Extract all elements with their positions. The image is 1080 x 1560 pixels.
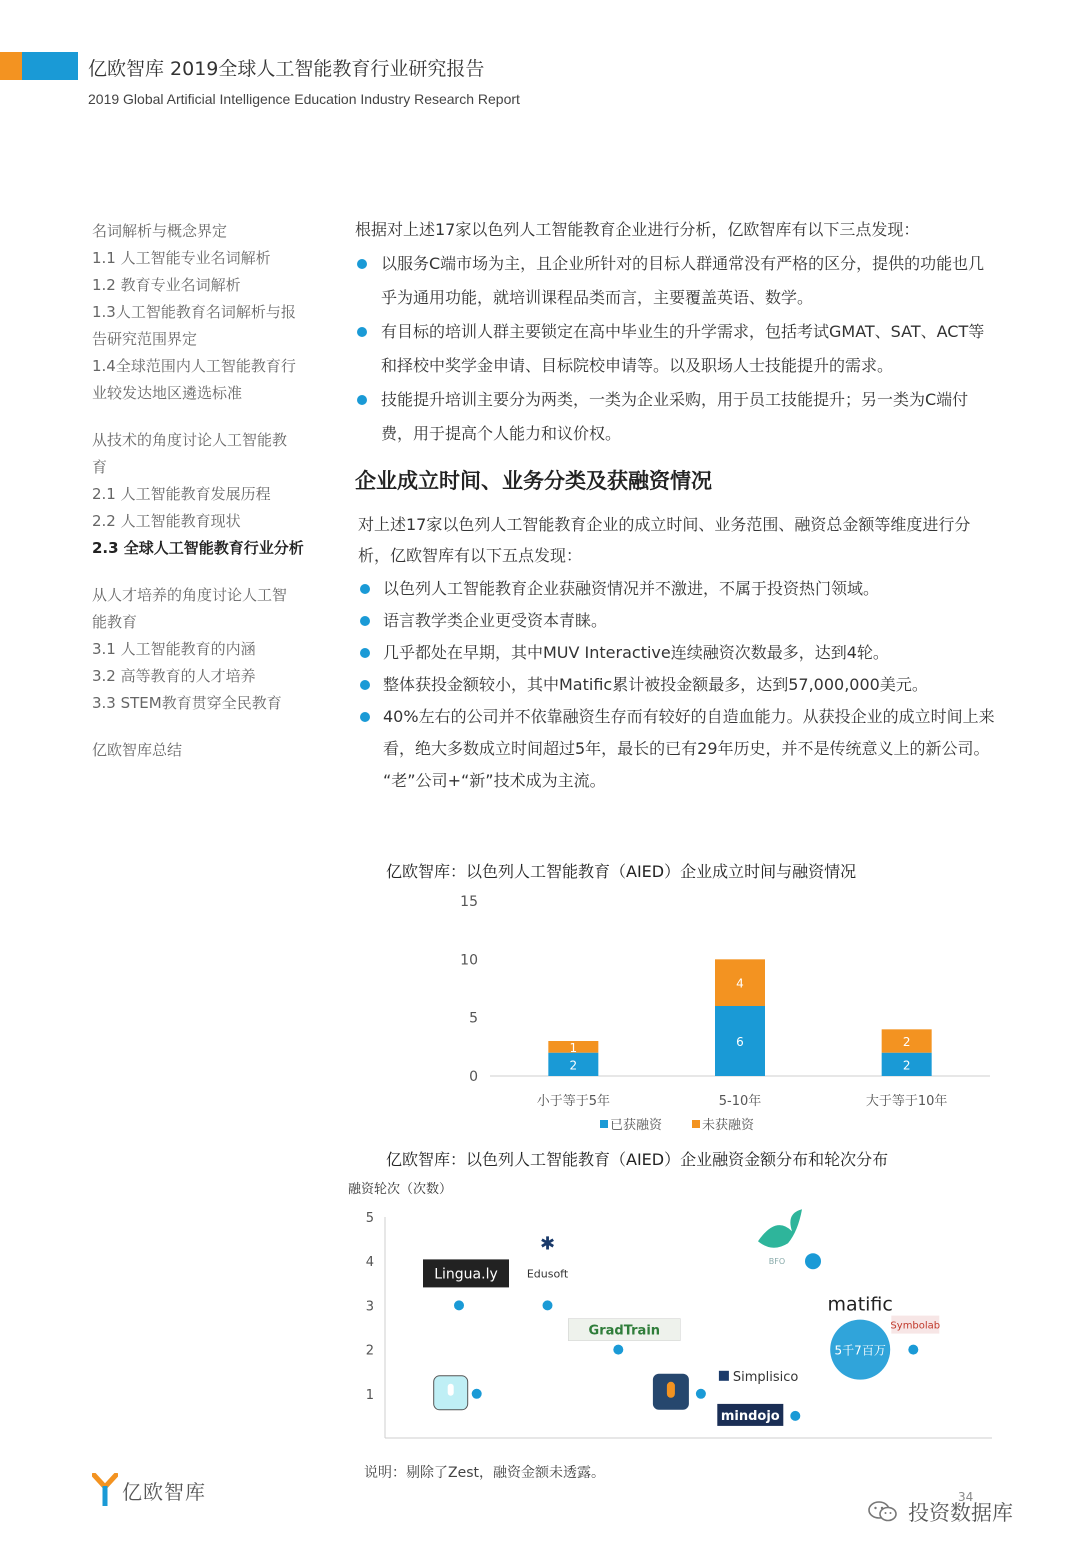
findings-list-1 <box>355 247 1000 451</box>
intro-paragraph: 根据对上述17家以色列人工智能教育企业进行分析，亿欧智库有以下三点发现： <box>355 220 920 239</box>
watermark <box>868 1497 1013 1527</box>
scatter-chart-title: 亿欧智库：以色列人工智能教育（AIED）企业融资金额分布和轮次分布 <box>386 1150 889 1169</box>
scatter-point-video-app <box>653 1374 706 1410</box>
y-tick-label: 10 <box>460 952 478 969</box>
company-logo-label: Lingua.ly <box>434 1266 498 1283</box>
toc-item[interactable]: 3.2 高等教育的人才培养 <box>92 667 256 685</box>
x-tick-label: 小于等于5年 <box>536 1094 610 1109</box>
list-item <box>355 247 1000 315</box>
toc-item[interactable]: 1.2 教育专业名词解析 <box>92 276 241 294</box>
list-item <box>355 383 1000 451</box>
toc-item[interactable]: 告研究范围界定 <box>92 330 198 348</box>
bubble-amount-label: 5千7百万 <box>834 1343 886 1358</box>
list-item-text: 有目标的培训人群主要锁定在高中毕业生的升学需求，包括考试GMAT、SAT、ACT等和择校中奖学金申请、目标院校申请等。以及职场人士技能提升的需求。 <box>381 322 985 375</box>
chart-note: 说明：剔除了Zest，融资金额未透露。 <box>364 1465 605 1481</box>
bubble <box>790 1411 800 1421</box>
bar-chart <box>440 888 1000 1138</box>
bar-data-label: 2 <box>569 1058 578 1073</box>
footer-logo <box>92 1473 206 1507</box>
y-tick-label: 5 <box>469 1010 478 1027</box>
page-number: 34 <box>958 1490 974 1504</box>
scatter-point-edusoft <box>527 1233 569 1310</box>
bullet-dot-icon <box>360 680 370 690</box>
microphone-icon <box>667 1382 675 1398</box>
list-item-text: 以色列人工智能教育企业获融资情况并不激进，不属于投资热门领域。 <box>383 579 880 598</box>
company-logo-label: Symbolab <box>890 1320 941 1332</box>
company-logo-label: matific <box>827 1293 893 1316</box>
scatter-point-symbolab <box>890 1316 940 1355</box>
bubble <box>805 1253 821 1269</box>
section-title: 企业成立时间、业务分类及获融资情况 <box>355 469 712 493</box>
list-item-text: 以服务C端市场为主，且企业所针对的目标人群通常没有严格的区分，提供的功能也几乎为通用功能，就培训课程品类而言，主要覆盖英语、数学。 <box>381 254 985 307</box>
wechat-icon <box>868 1500 898 1524</box>
toc-item[interactable]: 2.2 人工智能教育现状 <box>92 512 241 530</box>
legend-swatch <box>600 1120 608 1128</box>
list-item-text: 整体获投金额较小，其中Matific累计被投金额最多，达到57,000,000美元。 <box>383 675 928 694</box>
list-item <box>355 315 1000 383</box>
list-item-text: 语言教学类企业更受资本青睐。 <box>383 611 608 630</box>
bubble <box>543 1300 553 1310</box>
header-accent-blue <box>22 52 78 80</box>
toc-item[interactable]: 育 <box>92 458 108 476</box>
list-item <box>355 573 1000 605</box>
company-logo-label: mindojo <box>720 1408 780 1424</box>
company-logo-label: BFO <box>768 1257 786 1267</box>
table-of-contents <box>92 218 322 784</box>
list-item <box>355 669 1000 701</box>
y-tick-label: 4 <box>365 1255 374 1271</box>
toc-item[interactable]: 3.1 人工智能教育的内涵 <box>92 640 256 658</box>
x-tick-label: 大于等于10年 <box>865 1094 948 1109</box>
bullet-dot-icon <box>360 584 370 594</box>
main-content <box>355 215 1000 797</box>
toc-item[interactable]: 从技术的角度讨论人工智能教 <box>92 431 288 449</box>
toc-item[interactable]: 业较发达地区遴选标准 <box>92 384 243 402</box>
simplisico-icon <box>719 1371 729 1381</box>
toc-item-active[interactable]: 2.3 全球人工智能教育行业分析 <box>92 539 304 557</box>
bullet-dot-icon <box>357 395 367 405</box>
legend-label: 已获融资 <box>610 1118 663 1133</box>
list-item-text: 技能提升培训主要分为两类，一类为企业采购，用于员工技能提升；另一类为C端付费，用于提高个人能力和议价权。 <box>381 390 969 443</box>
y-tick-label: 1 <box>365 1387 374 1403</box>
toc-item[interactable]: 能教育 <box>92 613 138 631</box>
x-tick-label: 5-10年 <box>718 1094 762 1109</box>
bullet-dot-icon <box>357 327 367 337</box>
toc-item[interactable]: 亿欧智库总结 <box>92 741 183 759</box>
company-logo-label: GradTrain <box>588 1323 661 1339</box>
bubble <box>472 1389 482 1399</box>
bird-logo-icon <box>758 1209 802 1248</box>
report-subtitle: 2019 Global Artificial Intelligence Education Industry Research Report <box>88 91 520 107</box>
bar-data-label: 1 <box>569 1040 578 1055</box>
bar-data-label: 6 <box>736 1035 744 1049</box>
list-item-text: 40%左右的公司并不依靠融资生存而有较好的自造血能力。从获投企业的成立时间上来看，绝大多数成立时间超过5年，最长的已有29年历史，并不是传统意义上的新公司。 “老”公司+“新”技术成为主流。 <box>383 707 995 790</box>
toc-item[interactable]: 从人才培养的角度讨论人工智 <box>92 586 288 604</box>
bubble <box>908 1345 918 1355</box>
scatter-point-microphone-app <box>434 1376 482 1410</box>
scatter-point-gradtrain <box>568 1319 680 1355</box>
microphone-icon <box>448 1384 454 1396</box>
list-item-text: 几乎都处在早期，其中MUV Interactive连续融资次数最多，达到4轮。 <box>383 643 889 662</box>
y-tick-label: 2 <box>365 1343 374 1359</box>
toc-item[interactable]: 2.1 人工智能教育发展历程 <box>92 485 271 503</box>
bubble <box>613 1345 623 1355</box>
bar-data-label: 4 <box>736 976 744 991</box>
bar-chart-title: 亿欧智库：以色列人工智能教育（AIED）企业成立时间与融资情况 <box>386 862 857 881</box>
toc-item[interactable]: 1.3人工智能教育名词解析与报 <box>92 303 296 321</box>
scatter-point-mindojo <box>717 1404 800 1426</box>
bubble <box>698 1391 704 1397</box>
bar-data-label: 2 <box>902 1058 911 1073</box>
company-logo-label: Simplisico <box>732 1369 799 1385</box>
bullet-dot-icon <box>360 648 370 658</box>
header-accent-orange <box>0 52 22 80</box>
y-tick-label: 0 <box>469 1069 478 1085</box>
y-tick-label: 3 <box>365 1299 374 1315</box>
intro-paragraph-2: 对上述17家以色列人工智能教育企业的成立时间、业务范围、融资总金额等维度进行分析，亿欧智库有以下五点发现： <box>358 515 971 565</box>
y-tick-label: 5 <box>365 1211 374 1226</box>
edusoft-figure-icon: ✱ <box>539 1233 556 1255</box>
scatter-point-bfo <box>758 1209 821 1269</box>
bullet-dot-icon <box>360 616 370 626</box>
toc-item[interactable]: 1.4全球范围内人工智能教育行 <box>92 357 296 375</box>
scatter-point-simplisico <box>698 1370 799 1397</box>
list-item <box>355 637 1000 669</box>
toc-item[interactable]: 1.1 人工智能专业名词解析 <box>92 249 271 267</box>
scatter-point-lingua-ly <box>423 1259 509 1310</box>
y-axis-title: 融资轮次（次数） <box>348 1182 453 1197</box>
bubble <box>454 1300 464 1310</box>
company-logo-label: Edusoft <box>526 1267 569 1281</box>
bar-data-label: 2 <box>902 1035 911 1049</box>
bullet-dot-icon <box>360 712 370 722</box>
list-item <box>355 605 1000 637</box>
watermark-text: 投资数据库 <box>908 1501 1013 1525</box>
scatter-point-matific <box>828 1294 893 1380</box>
scatter-chart <box>340 1175 1020 1445</box>
yiou-logo-icon <box>92 1473 118 1507</box>
toc-group-3 <box>92 582 322 717</box>
bullet-dot-icon <box>357 259 367 269</box>
toc-item[interactable]: 名词解析与概念界定 <box>92 222 228 240</box>
list-item <box>355 701 1000 797</box>
toc-group-1 <box>92 218 322 407</box>
findings-list-2 <box>355 573 1000 797</box>
y-tick-label: 15 <box>460 894 478 910</box>
legend-swatch <box>692 1120 700 1128</box>
toc-item[interactable]: 3.3 STEM教育贯穿全民教育 <box>92 694 282 712</box>
legend-label: 未获融资 <box>702 1118 755 1133</box>
report-title: 亿欧智库 2019全球人工智能教育行业研究报告 <box>88 58 485 80</box>
toc-group-2 <box>92 427 322 562</box>
logo-text: 亿欧智库 <box>122 1479 206 1504</box>
toc-group-4 <box>92 737 322 764</box>
